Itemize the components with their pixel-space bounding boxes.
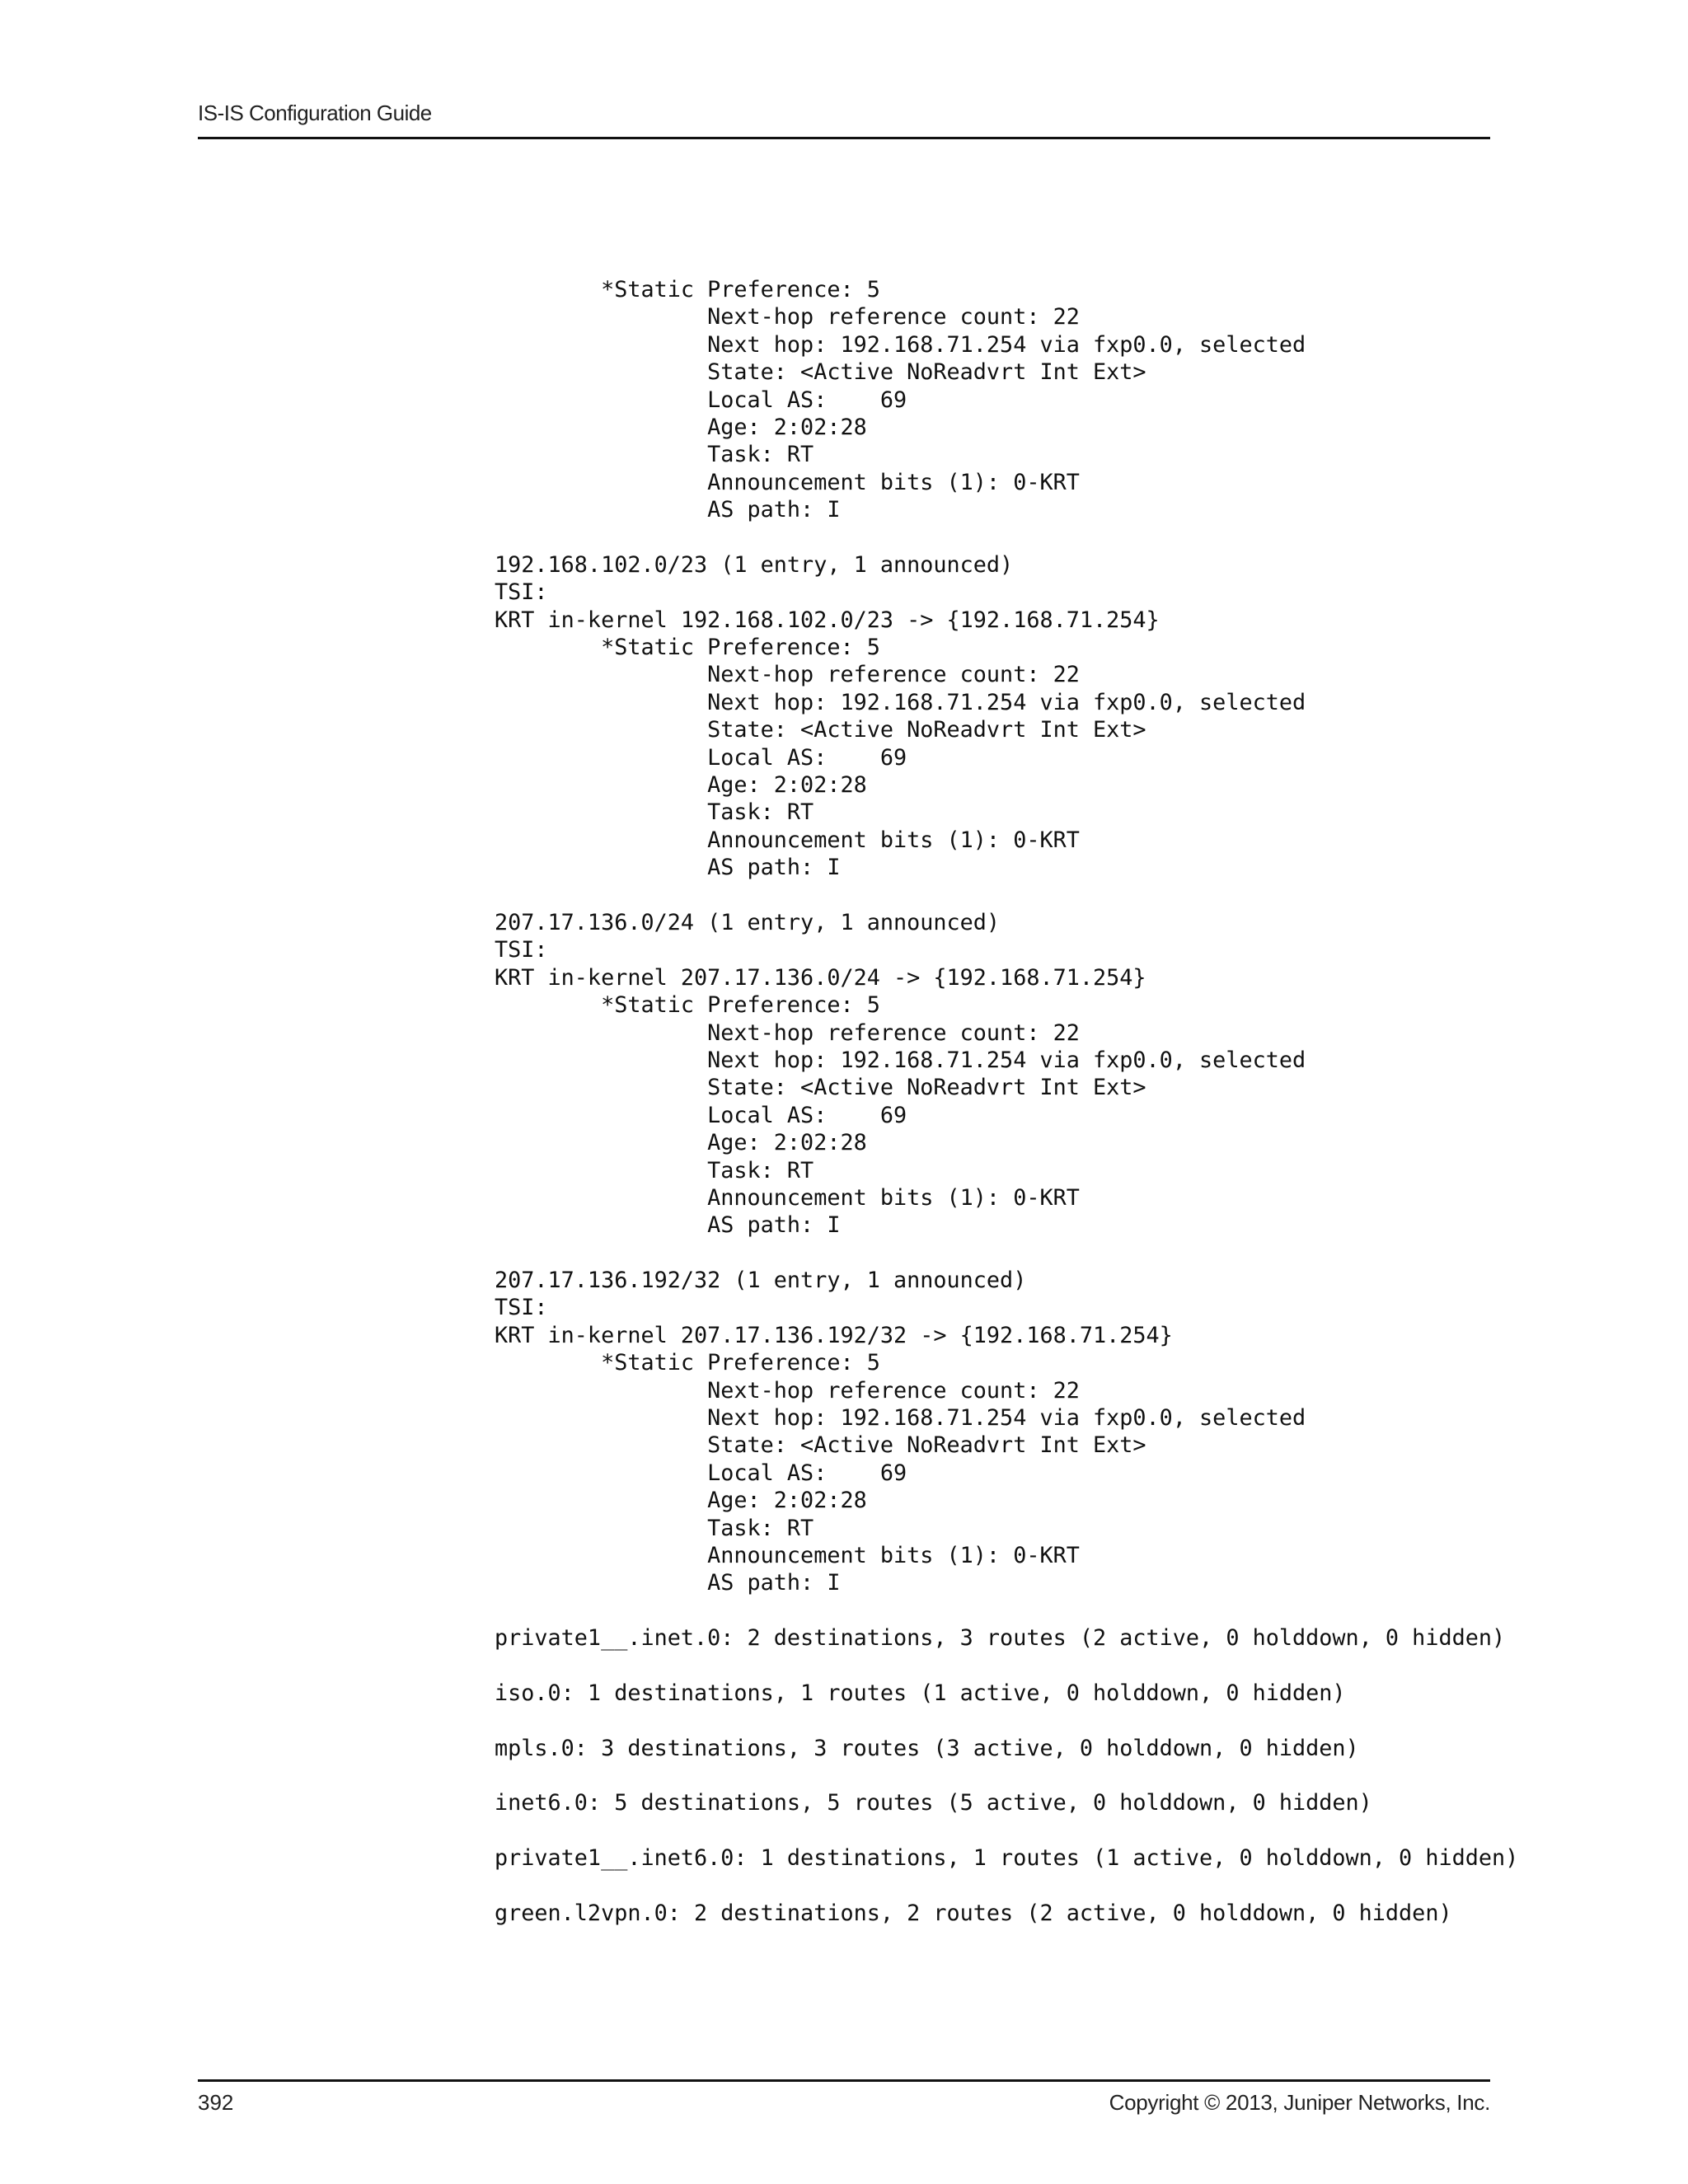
code-line: Announcement bits (1): 0-KRT <box>495 469 1080 495</box>
code-line: Task: RT <box>495 1157 814 1183</box>
page-number: 392 <box>198 2090 234 2115</box>
code-line: Local AS: 69 <box>495 1460 907 1486</box>
code-line: Next hop: 192.168.71.254 via fxp0.0, selected <box>495 689 1306 715</box>
copyright-notice: Copyright © 2013, Juniper Networks, Inc. <box>1109 2090 1490 2115</box>
code-line: Next hop: 192.168.71.254 via fxp0.0, selected <box>495 1047 1306 1073</box>
code-line: Announcement bits (1): 0-KRT <box>495 827 1080 853</box>
code-line: Announcement bits (1): 0-KRT <box>495 1184 1080 1211</box>
code-line: TSI: <box>495 937 548 963</box>
code-line: AS path: I <box>495 855 841 881</box>
code-line: Next-hop reference count: 22 <box>495 662 1080 688</box>
code-line: inet6.0: 5 destinations, 5 routes (5 active, 0 holddown, 0 hidden) <box>495 1790 1372 1816</box>
code-line: Age: 2:02:28 <box>495 772 867 799</box>
code-line: Next hop: 192.168.71.254 via fxp0.0, selected <box>495 331 1306 358</box>
code-line: Announcement bits (1): 0-KRT <box>495 1542 1080 1568</box>
code-line: Task: RT <box>495 442 814 468</box>
code-line: *Static Preference: 5 <box>495 277 880 302</box>
code-line: State: <Active NoReadvrt Int Ext> <box>495 1075 1146 1101</box>
code-line: State: <Active NoReadvrt Int Ext> <box>495 1432 1146 1459</box>
code-line: Task: RT <box>495 799 814 826</box>
code-line: Next-hop reference count: 22 <box>495 1377 1080 1404</box>
code-line: AS path: I <box>495 1212 841 1239</box>
code-line: *Static Preference: 5 <box>495 635 880 661</box>
code-line <box>495 1872 1517 1900</box>
running-footer <box>198 2079 1490 2115</box>
code-line <box>495 1817 1517 1844</box>
code-line <box>495 1597 1517 1624</box>
code-line <box>495 524 1517 551</box>
code-line: Local AS: 69 <box>495 744 907 771</box>
code-line <box>495 882 1517 909</box>
code-line: AS path: I <box>495 497 841 523</box>
code-line: KRT in-kernel 192.168.102.0/23 -> {192.168.71.254} <box>495 607 1160 633</box>
code-line: Task: RT <box>495 1515 814 1541</box>
code-line: Local AS: 69 <box>495 387 907 413</box>
code-line: green.l2vpn.0: 2 destinations, 2 routes (2 active, 0 holddown, 0 hidden) <box>495 1900 1452 1927</box>
code-line: TSI: <box>495 579 548 606</box>
code-line: 207.17.136.192/32 (1 entry, 1 announced) <box>495 1268 1027 1294</box>
code-line: Next-hop reference count: 22 <box>495 304 1080 330</box>
code-line: iso.0: 1 destinations, 1 routes (1 active, 0 holddown, 0 hidden) <box>495 1680 1346 1706</box>
code-line: private1__.inet.0: 2 destinations, 3 routes (2 active, 0 holddown, 0 hidden) <box>495 1625 1506 1652</box>
code-line: Local AS: 69 <box>495 1102 907 1128</box>
code-line <box>495 1762 1517 1789</box>
code-line: KRT in-kernel 207.17.136.0/24 -> {192.168.71.254} <box>495 964 1146 991</box>
code-line: State: <Active NoReadvrt Int Ext> <box>495 717 1146 743</box>
code-line: private1__.inet6.0: 1 destinations, 1 routes (1 active, 0 holddown, 0 hidden) <box>495 1845 1519 1872</box>
code-line: *Static Preference: 5 <box>495 1350 880 1376</box>
code-line: 192.168.102.0/23 (1 entry, 1 announced) <box>495 551 1014 578</box>
code-line: Age: 2:02:28 <box>495 1488 867 1514</box>
code-line: Age: 2:02:28 <box>495 1130 867 1156</box>
guide-title: IS-IS Configuration Guide <box>198 101 432 125</box>
code-line: Next-hop reference count: 22 <box>495 1019 1080 1046</box>
code-line <box>495 1240 1517 1267</box>
code-line: Age: 2:02:28 <box>495 414 867 440</box>
code-line: KRT in-kernel 207.17.136.192/32 -> {192.168.71.254} <box>495 1322 1173 1348</box>
code-line <box>495 1707 1517 1734</box>
code-line: 207.17.136.0/24 (1 entry, 1 announced) <box>495 909 1001 935</box>
running-header <box>198 97 1490 139</box>
code-line: TSI: <box>495 1295 548 1321</box>
cli-output-block <box>495 276 1517 1927</box>
code-line: State: <Active NoReadvrt Int Ext> <box>495 359 1146 386</box>
code-line: AS path: I <box>495 1570 841 1596</box>
code-line <box>495 1652 1517 1680</box>
code-line: *Static Preference: 5 <box>495 992 880 1019</box>
code-line: mpls.0: 3 destinations, 3 routes (3 active, 0 holddown, 0 hidden) <box>495 1735 1359 1761</box>
code-line: Next hop: 192.168.71.254 via fxp0.0, selected <box>495 1405 1306 1432</box>
